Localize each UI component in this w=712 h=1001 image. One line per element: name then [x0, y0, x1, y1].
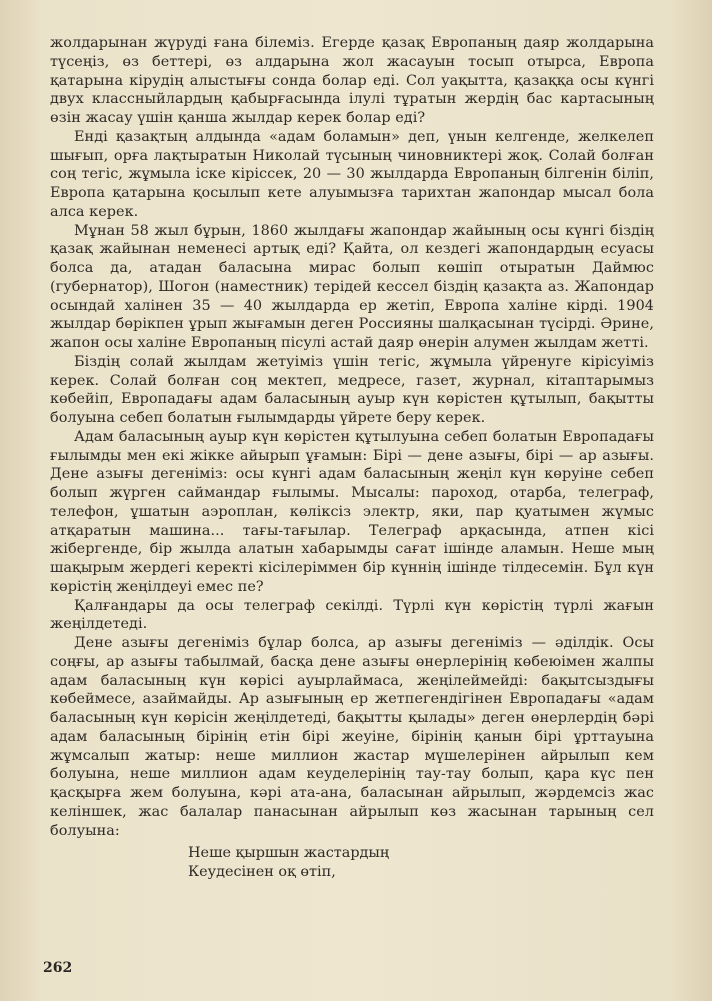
- paragraph-6: Қалғандары да осы телеграф секілді. Түрлі күн көрістің түрлі жағын жеңілдетеді.: [50, 597, 654, 633]
- page-text: [50, 34, 654, 882]
- paragraph-1: жолдарынан жүруді ғана білеміз. Егерде қазақ Европаның даяр жолдарына түсеңіз, өз беттері, өз алдарына жол жасауын тосып отырса, Европа қатарына кірудің алыстығы сонда болар еді. Сол уақытта, қазаққа осы күнгі двух классныйлардың қабырғасында ілулі тұратын жердің бас картасының өзін жасау үшін қанша жылдар керек болар еді?: [50, 35, 654, 126]
- paragraph-3: Мұнан 58 жыл бұрын, 1860 жылдағы жапондар жайының осы күнгі біздің қазақ жайынан неменесі артық еді? Қайта, ол кездегі жапондардың есуасы болса да, атадан баласына мирас болып көшіп отыратын Даймюс (губернатор), Шогон (наместник) терідей кессел біздің қазақта аз. Жапондар осындай халінен 35 — 40 жылдарда ер жетіп, Европа халіне кірді. 1904 жылдар бөрікпен ұрып жығамын деген Россияны шалқасынан түсірді. Әрине, жапон осы халіне Европаның пісулі астай даяр өнерін алумен жылдам жетті.: [50, 222, 654, 351]
- verse-line-1: Неше қыршын жастардың: [188, 845, 390, 862]
- paragraph-4: Біздің солай жылдам жетуіміз үшін тегіс, жұмыла үйренуге кірісуіміз керек. Солай болған соң мектеп, медресе, газет, журнал, кітаптарымыз көбейіп, Европадағы адам баласының ауыр күн көрістен құтылып, бақытты болуына себеп болатын ғылымдарды үйрете беру керек.: [50, 353, 654, 426]
- page-number: 262: [43, 960, 73, 976]
- paragraph-5: Адам баласының ауыр күн көрістен құтылуына себеп болатын Европадағы ғылымды мен екі жікке айырып ұғамын: Бірі — дене азығы, бірі — ар азығы. Дене азығы дегеніміз: осы күнгі адам баласының жеңіл күн көруіне себеп болып жүрген саймандар ғылымы. Мысалы: пароход, отарба, телеграф, телефон, ұшатын аэроплан, көліксіз электр, яки, пар қуатымен жүмыс атқаратын машина... тағы-тағылар. Телеграф арқасында, атпен кісі жібергенде, бір жылда алатын хабарымды сағат ішінде аламын. Неше мың шақырым жердегі керекті кісілеріммен бір күннің ішінде тілдесемін. Бұл күн көрістің жеңілдеуі емес пе?: [50, 428, 654, 595]
- paragraph-2: Енді қазақтың алдында «адам боламын» деп, үнын келгенде, желкелеп шығып, орға лақтыратын Николай түсының чиновниктері жоқ. Солай болған соң тегіс, жұмыла іске кіріссек, 20 — 30 жылдарда Европаның білгенін біліп, Европа қатарына қосылып кете алуымызға тарихтан жапондар мысал бола алса керек.: [50, 128, 654, 220]
- paragraph-7: Дене азығы дегеніміз бұлар болса, ар азығы дегеніміз — әділдік. Осы соңғы, ар азығы табылмай, басқа дене азығы өнерлерінің көбеюімен жалпы адам баласының күн көрісі ауырлаймаса, жеңілеймейді: бақытсыздығы көбеймесе, азаймайды. Ар азығының ер жетпегендігінен Европадағы «адам баласының күн көрісін жеңілдетеді, бақытты қылады» деген өнерлердің бәрі адам баласының бірінің етін бірі жеуіне, бірінің қанын бірі ұрттауына жұмсалып жатыр: неше миллион жастар мүшелерінен айрылып кем болуына, неше миллион адам кеуделерінің тау-тау болып, қара күс пен қасқырға жем болуына, кәрі ата-ана, баласынан айрылып, жәрдемсіз жас келіншек, жас балалар панасынан айрылып көз жасынан тарының сел болуына:: [50, 635, 654, 839]
- verse-line-2: Кеудесінен оқ өтіп,: [188, 864, 336, 880]
